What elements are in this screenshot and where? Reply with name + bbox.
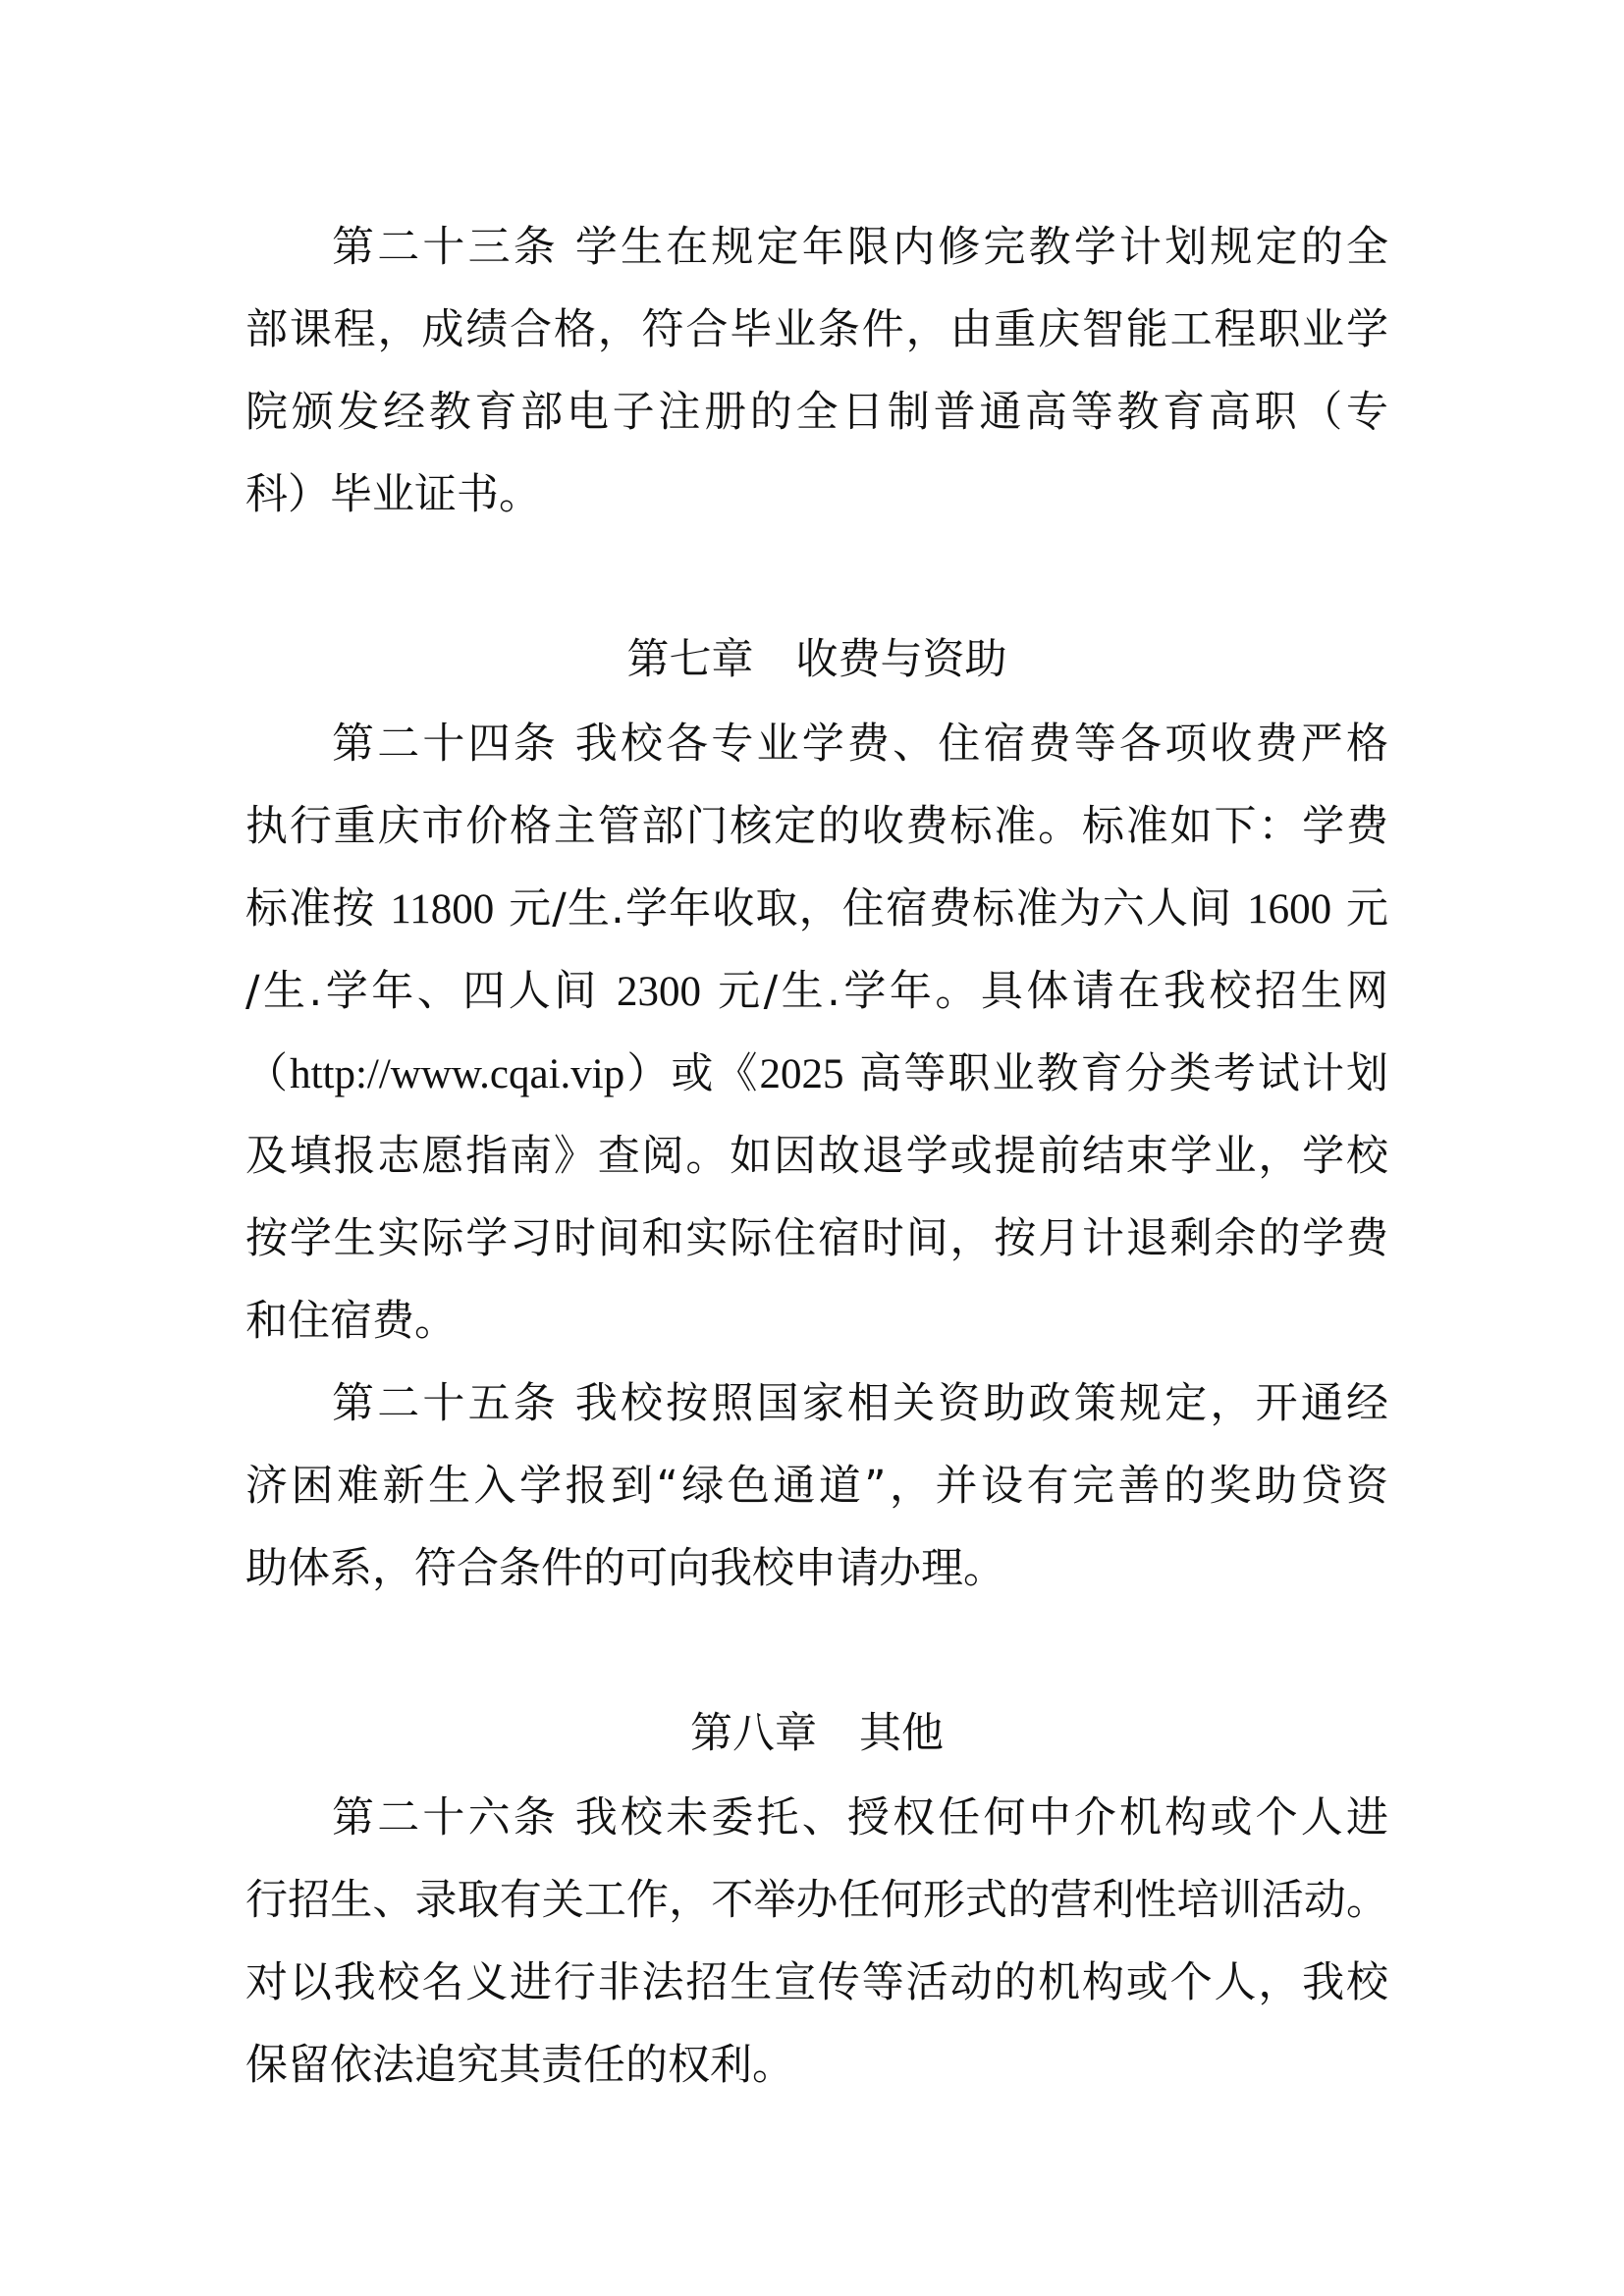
four-person-room-fee: 2300 (616, 969, 701, 1015)
text-line: 第二十四条 我校各专业学费、住宿费等各项收费严格 (332, 720, 1388, 769)
text-span: /生.学年、四人间 (245, 967, 617, 1016)
chapter-7-heading (245, 618, 1388, 701)
text-line: 科）毕业证书。 (245, 470, 541, 519)
text-line: 保留依法追究其责任的权利。 (245, 2041, 794, 2090)
text-line: 部课程，成绩合格，符合毕业条件，由重庆智能工程职业学 (245, 305, 1388, 354)
text-line: 及填报志愿指南》查阅。如因故退学或提前结束学业，学校 (245, 1132, 1388, 1181)
text-line (245, 1033, 1388, 1115)
text-span: 标准按 (245, 884, 391, 934)
text-span: 高等职业教育分类考试计划 (843, 1049, 1388, 1098)
text-line: 执行重庆市价格主管部门核定的收费标准。标准如下：学费 (245, 802, 1388, 851)
guide-year: 2025 (759, 1051, 844, 1097)
tuition-amount: 11800 (390, 886, 495, 933)
text-line: 第二十五条 我校按照国家相关资助政策规定，开通经 (332, 1379, 1388, 1428)
article-23 (245, 206, 1388, 536)
text-line: 院颁发经教育部电子注册的全日制普通高等教育高职（专 (245, 388, 1388, 437)
chapter-8-heading (245, 1692, 1388, 1775)
text-span: ）或《 (624, 1049, 760, 1098)
text-line: 和住宿费。 (245, 1297, 457, 1346)
text-line: 对以我校名义进行非法招生宣传等活动的机构或个人，我校 (245, 1958, 1388, 2007)
six-person-room-fee: 1600 (1247, 886, 1332, 933)
chapter-title: 第七章 收费与资助 (626, 635, 1007, 684)
text-line: 助体系，符合条件的可向我校申请办理。 (245, 1544, 1005, 1593)
article-25 (245, 1362, 1388, 1610)
text-line: 第二十六条 我校未委托、授权任何中介机构或个人进 (332, 1793, 1388, 1842)
text-line: 第二十三条 学生在规定年限内修完教学计划规定的全 (332, 223, 1388, 272)
admissions-website-link[interactable]: http://www.cqai.vip (290, 1051, 625, 1097)
text-span: 元/生.学年收取，住宿费标准为六人间 (494, 884, 1248, 934)
text-span: 元/生.学年。具体请在我校招生网 (700, 967, 1388, 1016)
article-26 (245, 1777, 1388, 2107)
text-span: 元 (1331, 884, 1388, 934)
text-line (245, 950, 1388, 1033)
text-line: 行招生、录取有关工作，不举办任何形式的营利性培训活动。 (245, 1876, 1388, 1925)
article-24 (245, 703, 1388, 1362)
text-line: 济困难新生入学报到“绿色通道”，并设有完善的奖助贷资 (245, 1462, 1388, 1511)
chapter-title: 第八章 其他 (690, 1709, 944, 1758)
text-line: 按学生实际学习时间和实际住宿时间，按月计退剩余的学费 (245, 1214, 1388, 1263)
text-span: （ (245, 1049, 291, 1098)
text-line (245, 868, 1388, 950)
